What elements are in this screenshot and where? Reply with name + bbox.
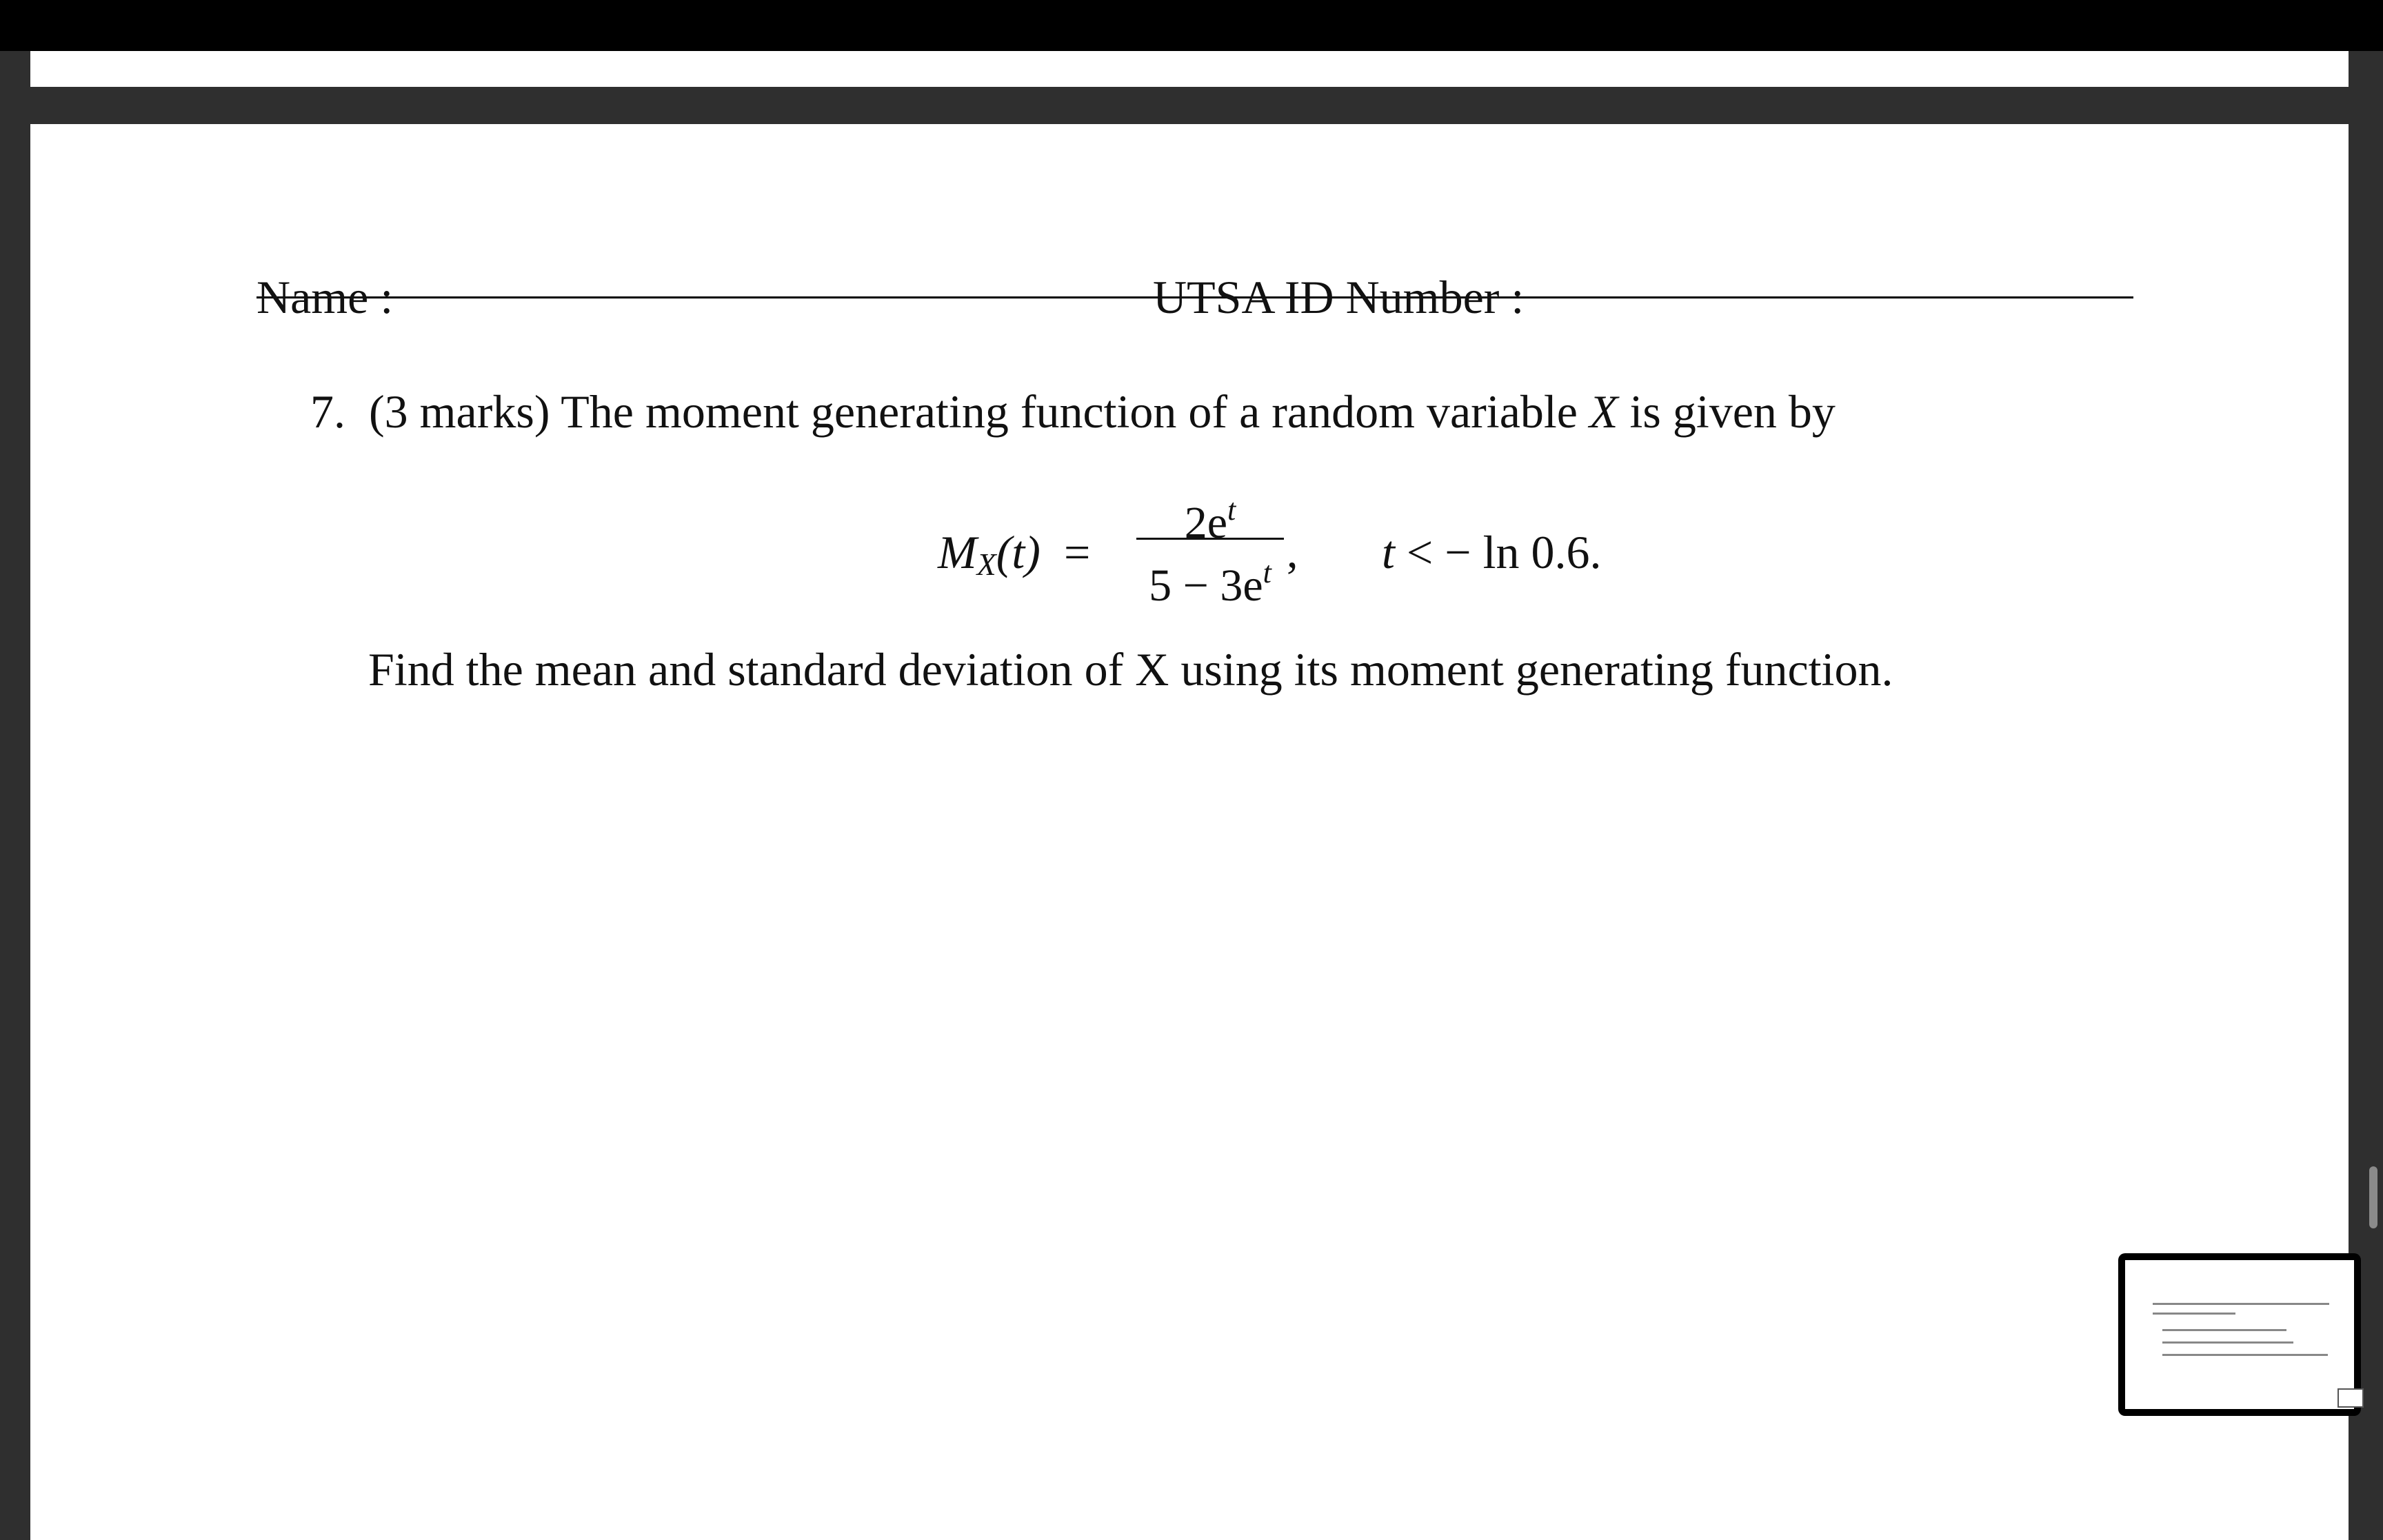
mgf-subscript: X	[976, 547, 996, 582]
student-info-header	[257, 227, 2133, 323]
numerator-base: 2e	[1184, 498, 1228, 548]
thumbnail-text-line	[2153, 1313, 2235, 1315]
page-thumbnail-navigator[interactable]	[2118, 1253, 2361, 1416]
equation-fraction	[1136, 476, 1284, 611]
equation-lhs	[938, 525, 1090, 582]
thumbnail-viewport-indicator[interactable]	[2337, 1388, 2364, 1408]
instruction-start: Find the mean and standard deviation of	[368, 643, 1124, 696]
thumbnail-text-line	[2162, 1329, 2286, 1331]
name-label: Name :	[257, 271, 394, 323]
previous-page-edge	[30, 51, 2349, 87]
question-text-start: The moment generating function of a random variable	[561, 385, 1578, 438]
numerator-exponent: t	[1227, 493, 1236, 527]
question-text-end: is given by	[1629, 385, 1836, 438]
top-toolbar	[0, 0, 2383, 51]
instruction-end: using its moment generating function.	[1180, 643, 1893, 696]
thumbnail-page-preview[interactable]	[2125, 1260, 2354, 1409]
vertical-scrollbar-thumb[interactable]	[2369, 1166, 2377, 1228]
domain-condition	[1382, 525, 1602, 580]
mgf-symbol: M	[938, 526, 977, 578]
instruction-variable: X	[1135, 643, 1169, 696]
denominator-base: 5 − 3e	[1149, 560, 1263, 611]
instruction-text	[368, 642, 1893, 697]
equation-comma: ,	[1287, 527, 1298, 578]
mgf-argument: (t)	[996, 526, 1040, 578]
document-page	[30, 124, 2349, 1540]
mgf-equation	[906, 476, 1665, 611]
equals-sign: =	[1063, 526, 1091, 578]
id-number-label: UTSA ID Number :	[1153, 271, 1525, 323]
fraction-denominator	[1136, 540, 1284, 611]
question-text	[310, 385, 1836, 439]
question-variable: X	[1589, 385, 1618, 438]
question-marks: (3 marks)	[369, 385, 550, 438]
fraction-numerator	[1136, 476, 1284, 548]
question-number: 7.	[310, 385, 345, 438]
thumbnail-text-line	[2162, 1341, 2293, 1344]
condition-variable: t	[1382, 526, 1395, 578]
condition-bound: < − ln 0.6.	[1406, 526, 1602, 578]
denominator-exponent: t	[1263, 556, 1271, 589]
thumbnail-text-line	[2162, 1354, 2328, 1356]
thumbnail-text-line	[2153, 1303, 2329, 1305]
